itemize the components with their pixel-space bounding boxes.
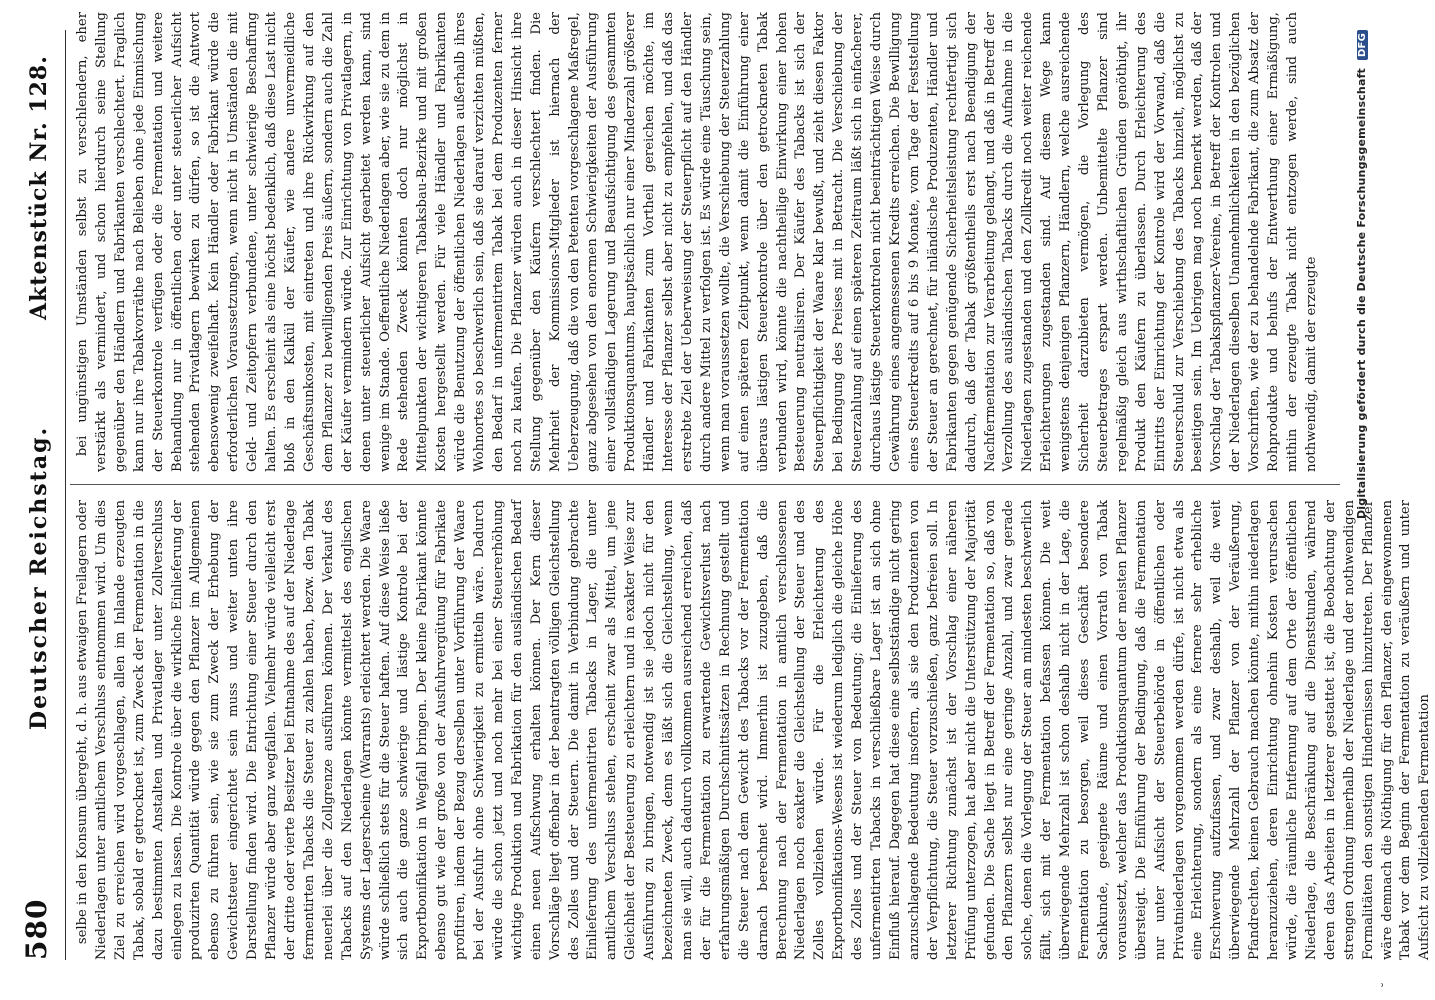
header-title-left: Deutscher Reichstag. <box>26 425 52 730</box>
corner-mark: ˘ <box>1380 982 1394 988</box>
text-column-right <box>74 12 1344 472</box>
column-divider <box>70 484 1340 485</box>
credit-text: Digitalisierung gefördert durch die Deutsche Forschungsgemeinschaft <box>1355 67 1368 520</box>
dfg-logo: DFG <box>1357 30 1368 60</box>
column-right-text: bei ungünstigen Umständen selbst zu verschlendern, eher verstärkt als vermindert, und schon hierdurch seine Stellung gegenüber den Händlern und Fabrikanten verschlechtert. Fraglich kann nur ihre Tabakvorräthe nach Belieben ohne jede Einmischung der Steuerkontrole verfügen oder die Fermentation und weitere Behandlung nur in öffentlichen oder unter steuerlicher Aufsicht stehenden Privatlagern bewirken zu dürfen, so ist die Antwort ebensowenig zweifelhaft. Kein Händler oder Fabrikant würde die erforderlichen Voraussetzungen, wenn nicht in Umständen die mit Geld- und Zeitopfern verbundene, unter schwierige Beschaffung halten. Es erscheint als eine höchst bedenklich, daß diese Last nicht bloß in den Kalkül der Käufer, wie andere unvermeidliche Geschäftsunkosten, mit eintreten und ihre Rückwirkung auf den dem Pflanzer zu bewilligenden Preis äußern, sondern auch die Zahl der Käufer vermindern würde. Zur Einrichtung von Privatlagern, in denen unter steuerlicher Aufsicht gearbeitet werden kann, sind wenige im Stande. Oeffentliche Niederlagen aber, wie sie zu dem in Rede stehenden Zweck könnten doch nur möglichst in Mittelpunkten der wichtigeren Tabaksbau-Bezirke und mit großen Kosten hergestellt werden. Für viele Händler und Fabrikanten würde die Benutzung der öffentlichen Niederlagen außerhalb ihres Wohnortes so beschwerlich sein, daß sie darauf verzichten müßten, den Bedarf in unfermentirtem Tabak bei dem Produzenten ferner noch zu kaufen. Die Pflanzer würden auch in dieser Hinsicht ihre Stellung gegenüber den Käufern verschlechtert finden. Die Mehrheit der Kommissions-Mitglieder ist hiernach der Ueberzeugung, daß die von den Petenten vorgeschlagene Maßregel, ganz abgesehen von den enormen Schwierigkeiten der Ausführung einer vollständigen Lagerung und Beaufsichtigung des gesammten Produktionsquantums, hauptsächlich nur einer Minderzahl größerer Händler und Fabrikanten zum Vortheil gereichen möchte, im Interesse der Pflanzer selbst aber nicht zu empfehlen, und daß das erstrebte Ziel der Ueberweisung der Steuerpflicht auf den Händler durch andere Mittel zu verfolgen ist. Es würde eine Täuschung sein, wenn man voraussetzen wollte, die Verschiebung der Steuerzahlung auf einen späteren Zeitpunkt, wenn damit die Einführung einer überaus lästigen Steuerkontrole über den getrockneten Tabak verbunden wird, könnte die nachtheilige Einwirkung einer hohen Besteuerung neutralisiren. Der Käufer des Tabacks ist sich der Steuerpflichtigkeit der Waare klar bewußt, und zieht diesen Faktor bei Bedingung des Preises mit in Betracht. Die Verschiebung der Steuerzahlung auf einen späteren Zeitraum läßt sich in einfacherer, durchaus lästige Steuerkontrolen nicht beeinträchtigen Weise durch Gewährung eines angemessenen Kredits erreichen. Die Bewilligung eines Steuerkredits auf 6 bis 9 Monate, vom Tage der Feststellung der Steuer an gerechnet, für inländische Produzenten, Händler und Fabrikanten gegen genügende Sicherheitsleistung rechtfertigt sich dadurch, daß der Tabak größtentheils erst nach Beendigung der Nachfermentation zur Verarbeitung gelangt, und daß in Betreff der Verzollung des ausländischen Tabacks durch die Aufnahme in die Niederlagen zugestanden und den Zollkredit noch weiter reichende Erleichterungen zugestanden sind. Auf diesem Wege kann wenigstens denjenigen Pflanzern, Händlern, welche ausreichende Sicherheit darzubieten vermögen, die Vorlegung des Steuerbetrages erspart werden. Unbemittelte Pflanzer sind regelmäßig gleich aus wirthschaftlichen Gründen genöthigt, ihr Produkt den Käufern zu überlassen. Durch Erleichterung des Eintritts der Einrichtung der Kontrole wird der Vorwand, daß die Steuerschuld zur Verschiebung des Tabacks hinzielt, möglichst zu beseitigen sein. Im Uebrigen mag noch bemerkt werden, daß der Vorschlag der Tabakspflanzer-Vereine, in Betreff der Kontrolen und der Niederlagen dieselben Unannehmlichkeiten in den bezüglichen Vorschriften, wie der zu behandelnde Fabrikant, die zum Absatz der Rohprodukte und behufs der Entwerthung einer Ermäßigung, mithin der erzeugte Tabak nicht entzogen werde, sind auch nothwendig, damit der erzeugte <box>75 12 1319 472</box>
digitization-credit <box>1355 30 1375 960</box>
page-header <box>0 0 60 1000</box>
page-number: 580 <box>20 898 53 960</box>
header-title-right: Aktenstück Nr. 128. <box>26 55 52 320</box>
header-rule <box>65 30 66 960</box>
column-left-text: selbe in den Konsum übergeht, d. h. aus etwaigen Freilagern oder Niederlagen unter amtlichem Verschluss entnommen wird. Um dies Ziel zu erreichen wird vorgeschlagen, allen im Inlande erzeugten Tabak, sobald er getrocknet ist, zum Zweck der Fermentation in die dazu bestimmten Anstalten und Privatlager unter Zollverschluss einlegen zu lassen. Die Kontrole über die wirkliche Einlieferung der produzirten Quantität würde gegen den Pflanzer im Allgemeinen ebenso zu führen sein, wie sie zum Zweck der Erhebung der Gewichtsteuer eingerichtet sein muss und weiter unten ihre Darstellung finden wird. Die Entrichtung einer Steuer durch den Pflanzer würde aber ganz wegfallen. Vielmehr würde vielleicht erst der dritte oder vierte Besitzer bei Entnahme des auf der Niederlage fermentirten Tabacks die Steuer zu zahlen haben, bezw. den Tabak neuerlei über die Zollgrenze ausführen können. Der Verkauf des Tabacks auf den Niederlagen könnte vermittelst des englischen Systems der Lagerscheine (Warrants) erleichtert werden. Die Waare würde schließlich stets für die Steuer haften. Auf diese Weise ließe sich auch die ganze schwierige und lästige Kontrole bei der Exportbonifikation in Wegfall bringen. Der kleine Fabrikant könnte ebenso gut wie der große von der Ausfuhrvergütung für Fabrikate profitiren, indem der Bezug derselben unter Vorführung der Waare bei der Ausfuhr ohne Schwierigkeit zu ermitteln wäre. Dadurch würde die schon jetzt und noch mehr bei einer Steuererhöhung wichtige Produktion und Fabrikation für den ausländischen Bedarf einen neuen Aufschwung erhalten können. Der Kern dieser Vorschläge liegt offenbar in der beantragten völligen Gleichstellung des Zolles und der Steuern. Die damit in Verbindung gebrachte Einlieferung des unfermentirten Tabacks in Lager, die unter amtlichem Verschluss stehen, erscheint zwar als Mittel, um jene Gleichheit der Besteuerung zu erleichtern und in exakter Weise zur Ausführung zu bringen, notwendig ist sie jedoch nicht für den bezeichneten Zweck, denn es läßt sich die Gleichstellung, wenn man sie will, auch dadurch vollkommen ausreichend erreichen, daß der für die Fermentation zu erwartende Gewichtsverlust nach erfahrungsmäßigen Durchschnittssätzen in Rechnung gestellt und die Steuer nach dem Gewicht des Tabacks vor der Fermentation darnach berechnet wird. Immerhin ist zuzugeben, daß die Berechnung nach der Fermentation in amtlich verschlossenen Niederlagen noch exakter die Gleichstellung der Steuer und des Zolles vollziehen würde. Für die Erleichterung des Exportbonifikations-Wesens ist wiederum lediglich die gleiche Höhe des Zolles und der Steuer von Bedeutung; die Einlieferung des unfermentirten Tabacks in verschließbare Lager ist an sich ohne Einfluß hierauf. Dagegen hat diese eine selbstständige nicht gering anzuschlagende Bedeutung insofern, als sie den Produzenten von der Verpflichtung, die Steuer vorzuschießen, ganz befreien soll. In letzterer Richtung zunächst ist der Vorschlag einer näheren Prüfung unterzogen, hat aber nicht die Unterstützung der Majorität gefunden. Die Sache liegt in Betreff der Fermentation so, daß von den Pflanzern selbst nur eine geringe Anzahl, und zwar gerade solche, denen die Vorlegung der Steuer am mindesten beschwerlich fällt, sich mit der Fermentation befassen können. Die weit überwiegende Mehrzahl ist schon deshalb nicht in der Lage, die Fermentation zu besorgen, weil dieses Geschäft besondere Sachkunde, geeignete Räume und einen Vorrath von Tabak voraussetzt, welcher das Produktionsquantum der meisten Pflanzer übersteigt. Die Einführung der Bedingung, daß die Fermentation nur unter Aufsicht der Steuerbehörde in öffentlichen oder Privatniederlagen vorgenommen werden dürfe, ist nicht etwa als eine Erleichterung, sondern als eine fernere sehr erhebliche Erschwerung aufzufassen, und zwar deshalb, weil die weit überwiegende Mehrzahl der Pflanzer von der Veräußerung, Pfandrechten, keinen Gebrauch machen könnte, mithin niederlagen heranzuziehen, deren Einrichtung ohnehin Kosten verursachen würde, die räumliche Entfernung auf dem Orte der öffentlichen Niederlage, die Beschränkung auf die Dienststunden, während deren das Arbeiten in letzterer gestattet ist, die Beobachtung der strengen Ordnung innerhalb der Niederlage und der nothwendigen Formalitäten den sonstigen Hindernissen hinzutreten. Der Pflanzer wäre demnach die Nöthigung für den Pflanzer, den eingewonnenen Tabak vor dem Beginn der Fermentation zu veräußern und unter Aufsicht zu vollziehenden Fermentation <box>75 500 1433 960</box>
text-column-left <box>74 500 1433 960</box>
